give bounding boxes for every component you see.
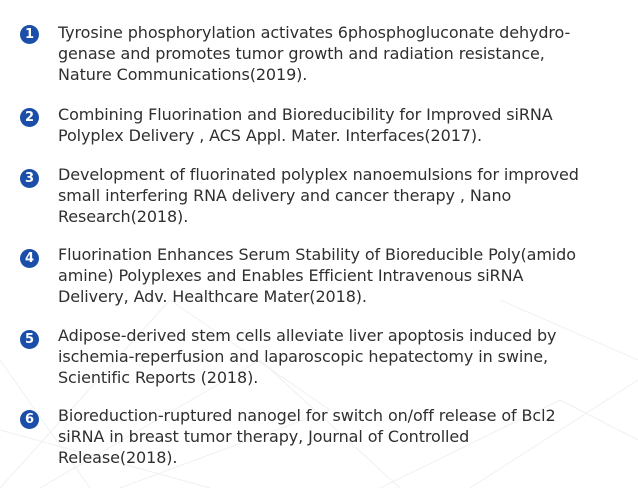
publication-line: siRNA in breast tumor therapy, Journal of Controlled — [58, 427, 470, 446]
publication-line: Release(2018). — [58, 448, 178, 467]
number-badge-icon: 6 — [20, 410, 39, 429]
publication-line: genase and promotes tumor growth and radiation resistance, — [58, 44, 545, 63]
publication-text — [58, 325, 618, 388]
publication-line: Development of fluorinated polyplex nanoemulsions for improved — [58, 165, 579, 184]
publication-line: Polyplex Delivery , ACS Appl. Mater. Interfaces(2017). — [58, 126, 482, 145]
publication-line: Delivery, Adv. Healthcare Mater(2018). — [58, 287, 367, 306]
number-badge-icon: 3 — [20, 169, 39, 188]
publication-text — [58, 405, 618, 468]
publication-text — [58, 104, 618, 146]
number-badge-icon: 4 — [20, 249, 39, 268]
number-badge-icon: 2 — [20, 108, 39, 127]
publication-text — [58, 244, 618, 307]
publication-text — [58, 164, 618, 227]
publication-line: small interfering RNA delivery and cancer therapy , Nano — [58, 186, 512, 205]
publication-line: Adipose-derived stem cells alleviate liver apoptosis induced by — [58, 326, 557, 345]
publication-line: Nature Communications(2019). — [58, 65, 308, 84]
publication-line: Bioreduction-ruptured nanogel for switch on/off release of Bcl2 — [58, 406, 556, 425]
publication-line: amine) Polyplexes and Enables Efficient Intravenous siRNA — [58, 266, 524, 285]
publication-line: Combining Fluorination and Bioreducibility for Improved siRNA — [58, 105, 553, 124]
number-badge-icon: 5 — [20, 330, 39, 349]
publication-text — [58, 22, 618, 85]
publication-line: Tyrosine phosphorylation activates 6phosphogluconate dehydro- — [58, 23, 571, 42]
publication-line: ischemia-reperfusion and laparoscopic hepatectomy in swine, — [58, 347, 548, 366]
publication-line: Research(2018). — [58, 207, 189, 226]
publication-line: Fluorination Enhances Serum Stability of Bioreducible Poly(amido — [58, 245, 576, 264]
publication-line: Scientific Reports (2018). — [58, 368, 259, 387]
number-badge-icon: 1 — [20, 25, 39, 44]
